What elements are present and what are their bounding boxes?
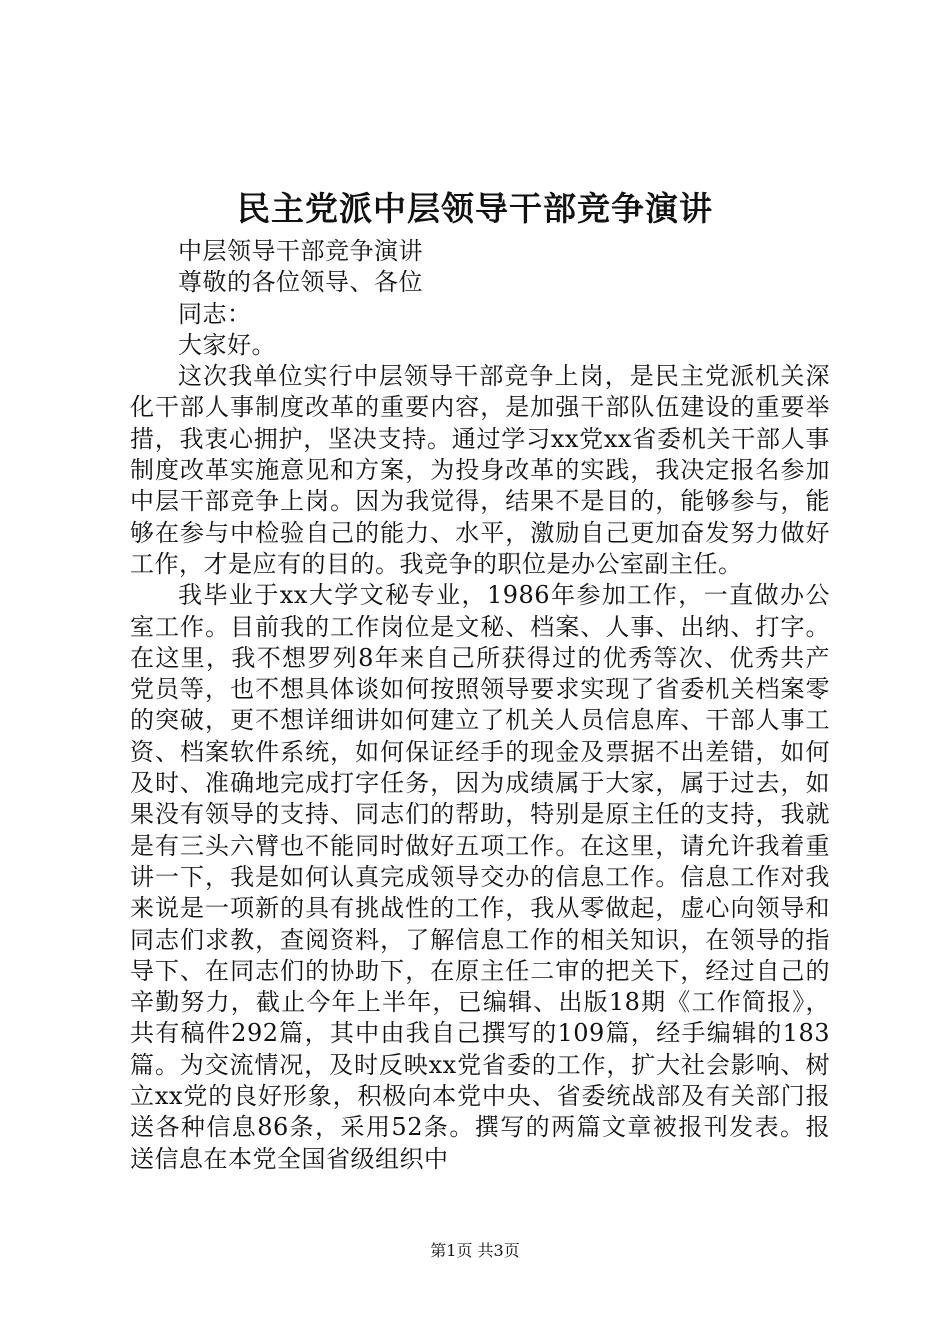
salutation-line: 尊敬的各位领导、各位 (178, 268, 423, 297)
subtitle-line: 中层领导干部竞争演讲 (178, 237, 423, 265)
greeting-line: 大家好。 (178, 330, 276, 359)
document-body (130, 236, 830, 1175)
salutation-line-continued: 同志： (178, 299, 252, 328)
document-title: 民主党派中层领导干部竞争演讲 (237, 189, 713, 228)
paragraph-intro: 这次我单位实行中层领导干部竞争上岗，是民主党派机关深化干部人事制度改革的重要内容，是加强干部队伍建设的重要举措，我衷心拥护，坚决支持。通过学习xx党xx省委机关干部人事制度改革实施意见和方案，为投身改革的实践，我决定报名参加中层干部竞争上岗。因为我觉得，结果不是目的，能够参与，能够在参与中检验自己的能力、水平，激励自己更加奋发努力做好工作，才是应有的目的。我竞争的职位是办公室副主任。 (130, 362, 830, 578)
page-number-footer: 第1页 共3页 (430, 1241, 520, 1260)
paragraph-experience: 我毕业于xx大学文秘专业，1986年参加工作，一直做办公室工作。目前我的工作岗位是文秘、档案、人事、出纳、打字。在这里，我不想罗列8年来自己所获得过的优秀等次、优秀共产党员等，也不想具体谈如何按照领导要求实现了省委机关档案零的突破，更不想详细讲如何建立了机关人员信息库、干部人事工资、档案软件系统，如何保证经手的现金及票据不出差错，如何及时、准确地完成打字任务，因为成绩属于大家，属于过去，如果没有领导的支持、同志们的帮助，特别是原主任的支持，我就是有三头六臂也不能同时做好五项工作。在这里，请允许我着重讲一下，我是如何认真完成领导交办的信息工作。信息工作对我来说是一项新的具有挑战性的工作，我从零做起，虚心向领导和同志们求教，查阅资料，了解信息工作的相关知识，在领导的指导下、在同志们的协助下，在原主任二审的把关下，经过自己的辛勤努力，截止今年上半年，已编辑、出版18期《工作简报》，共有稿件292篇，其中由我自己撰写的109篇，经手编辑的183篇。为交流情况，及时反映xx党省委的工作，扩大社会影响、树立xx党的良好形象，积极向本党中央、省委统战部及有关部门报送各种信息86条，采用52条。撰写的两篇文章被报刊发表。报送信息在本党全国省级组织中 (130, 581, 830, 1173)
